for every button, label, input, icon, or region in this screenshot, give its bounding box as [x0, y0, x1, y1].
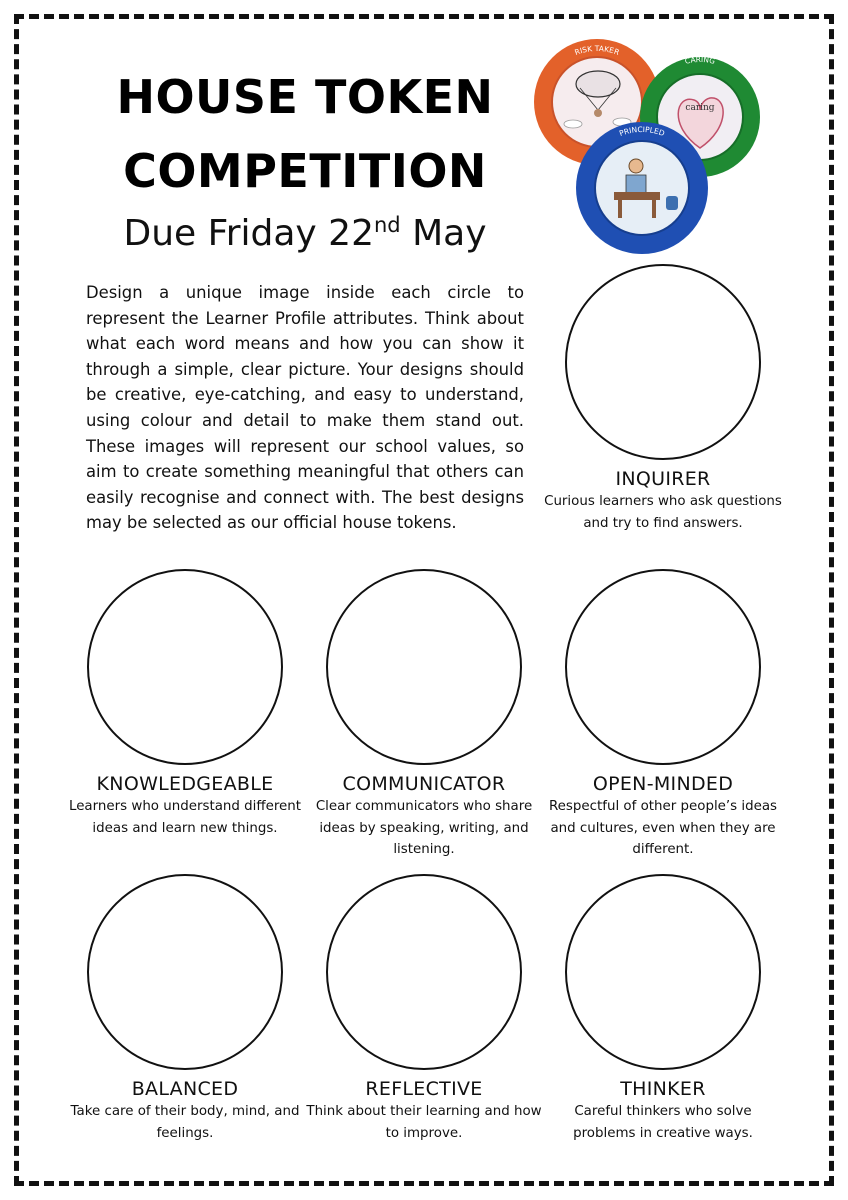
attribute-communicator — [304, 569, 544, 861]
due-date — [90, 214, 520, 254]
drawing-circle — [326, 569, 522, 765]
attribute-name: THINKER — [620, 1078, 706, 1100]
page-title-line-1: HOUSE TOKEN — [116, 70, 494, 124]
attribute-description: Take care of their body, mind, and feelings. — [70, 1104, 300, 1141]
attribute-description: Respectful of other people’s ideas and cultures, even when they are different. — [548, 799, 778, 857]
attribute-reflective — [304, 874, 544, 1144]
drawing-circle — [87, 874, 283, 1070]
instructions-paragraph: Design a unique image inside each circle to represent the Learner Profile attributes. Think about what each word means and how you can show it through a simple, clear picture. Your designs should be creative, eye-catching, and easy to understand, using colour and detail to make them stand out. These images will represent our school values, so aim to create something meaningful that others can easily recognise and connect with. The best designs may be selected as our official house tokens. — [86, 283, 524, 533]
attribute-name: KNOWLEDGEABLE — [96, 773, 274, 795]
page-title-line-2: COMPETITION — [123, 144, 487, 198]
attribute-balanced — [65, 874, 305, 1144]
attribute-name: BALANCED — [131, 1078, 239, 1100]
attribute-description: Careful thinkers who solve problems in creative ways. — [573, 1104, 753, 1141]
example-tokens-image — [528, 38, 764, 258]
attribute-open-minded — [543, 569, 783, 861]
drawing-circle — [326, 874, 522, 1070]
principled-token-label: PRINCIPLED — [618, 124, 666, 139]
drawing-circle — [565, 264, 761, 460]
attribute-inquirer — [543, 264, 783, 534]
attribute-name: OPEN-MINDED — [592, 773, 734, 795]
attribute-name: COMMUNICATOR — [342, 773, 506, 795]
risk-taker-token-label: RISK TAKER — [573, 44, 621, 57]
drawing-circle — [565, 874, 761, 1070]
caring-token-drawing-word: caring — [685, 103, 715, 113]
attribute-description: Curious learners who ask questions and try to find answers. — [544, 494, 782, 531]
attribute-name: REFLECTIVE — [365, 1078, 483, 1100]
attribute-name: INQUIRER — [615, 468, 711, 490]
due-date-prefix: Due Friday 22 — [123, 213, 374, 254]
drawing-circle — [565, 569, 761, 765]
principled-token — [576, 122, 708, 254]
due-date-month: May — [400, 213, 487, 254]
attribute-description: Learners who understand different ideas and learn new things. — [68, 799, 302, 836]
caring-token-label: CARING — [684, 54, 716, 66]
due-date-ordinal: nd — [373, 213, 401, 237]
attribute-description: Think about their learning and how to improve. — [306, 1104, 542, 1141]
drawing-circle — [87, 569, 283, 765]
attribute-knowledgeable — [65, 569, 305, 839]
attribute-description: Clear communicators who share ideas by speaking, writing, and listening. — [315, 799, 533, 857]
attribute-thinker — [543, 874, 783, 1144]
